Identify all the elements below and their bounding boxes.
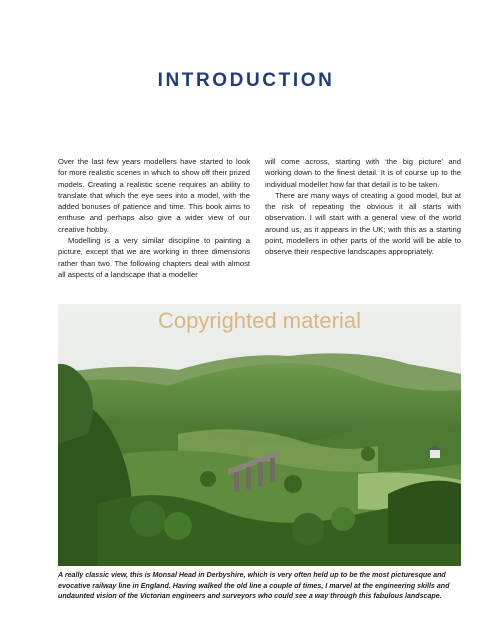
photo-caption: A really classic view, this is Monsal Head in Derbyshire, which is very often held up to be the most picturesque and evocative railway line in England. Having walked the old line a couple of times, I marvel at the engineering skills and undaunted vision of the Victorian engineers and surveyors who could see a way through this fabulous landscape. xyxy=(58,571,450,601)
watermark-text: Copyrighted material xyxy=(158,308,361,333)
landscape-illustration xyxy=(58,304,461,566)
text-column-left xyxy=(58,156,250,280)
paragraph: will come across, starting with ‘the big picture’ and working down to the finest detail. It is of course up to the individual modeller how far that detail is to be taken. xyxy=(265,157,461,189)
paragraph: Over the last few years modellers have started to look for more realistic scenes in which to show off their prized models. Creating a realistic scene requires an ability to translate that which the eye sees into a model, with the added bonuses of patience and time. This book aims to enthuse and perhaps also give a wider view of our creative hobby. xyxy=(58,157,250,234)
page-title: INTRODUCTION xyxy=(157,70,335,91)
paragraph: Modelling is a very similar discipline to painting a picture, except that we are working in three dimensions rather than two. The following chapters deal with almost all aspects of a landscape that a modeller xyxy=(58,236,250,279)
text-column-right xyxy=(265,156,461,258)
paragraph: There are many ways of creating a good model, but at the risk of repeating the obvious it all starts with observation. I will start with a general view of the world around us, as it appears in the UK; with this as a starting point, modellers in other parts of the world will be able to observe their respective landscapes appropriately. xyxy=(265,190,461,257)
landscape-photo xyxy=(58,304,461,566)
